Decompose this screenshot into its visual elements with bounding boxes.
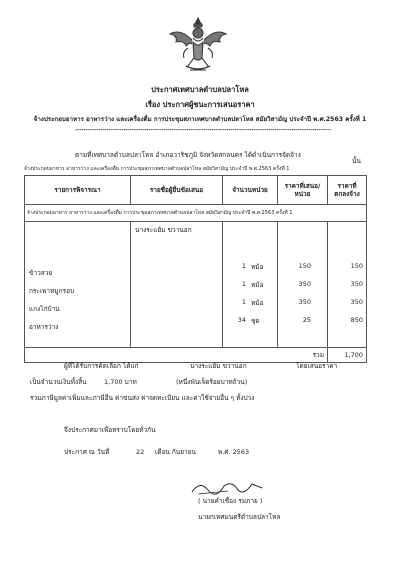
total-value: 1,700 [328,348,367,363]
announce-text: จึงประกาศมาเพื่อทราบโดยทั่วกัน [64,426,156,434]
item-agreed-price: 850 [350,316,363,324]
winner-lead: ผู้ที่ได้รับการคัดเลือก ได้แก่ [64,362,139,370]
document-heading: ประกาศเทศบาลตำบลปลาโหล [151,85,249,94]
item-qty: 1 [241,262,246,270]
agreed-header-line2: ตกลงจ้าง [334,190,360,198]
document-subject: จ้างประกอบอาหาร อาหารว่าง และเครื่องดื่ม การประชุมสภาเทศบาลตำบลปลาโหล สมัยวิสามัญ ประจำปี พ.ศ.2563 ครั้งที่ 1 [33,116,367,123]
bidder-cell [131,222,223,348]
total-label: รวม [25,348,328,363]
item-unit-price: 350 [298,280,311,288]
agreed-header-line1: ราคาที่ [337,182,357,190]
unit-price-header-line1: ราคาที่เสนอ/ [284,182,321,190]
date-day: 22 [136,448,145,456]
table-note-cell: จ้างประกอบอาหาร อาหารว่าง และเครื่องดื่ม การประชุมสภาเทศบาลตำบลปลาโหล สมัยวิสามัญ ประจำปี พ.ศ.2563 ครั้งที่ 1 [25,205,367,222]
unit-price-header-line2: หน่วย [294,190,311,198]
intro-text-end: นั้น [352,157,361,165]
item-name: อาหารว่าง [29,323,59,331]
handwritten-signature [188,476,268,498]
date-lead: ประกาศ ณ วันที่ [64,448,110,456]
divider-line: ************************************************************************************************************************** [74,129,332,134]
document-topic: เรื่อง ประกาศผู้ชนะการเสนอราคา [145,100,255,109]
table-note-row [25,205,367,222]
item-agreed-price: 150 [350,262,363,270]
items-cell [25,222,131,348]
table-row [25,222,367,348]
bid-results-table [24,175,367,363]
column-header-item: รายการพิจารณา [25,176,131,205]
column-header-unit-price [278,176,328,205]
winner-name: นางระแย้ม ขวานอก [190,362,247,370]
unit-price-cell [278,222,328,348]
item-unit-price: 25 [302,316,311,324]
column-header-quantity: จำนวนหน่วย [223,176,278,205]
item-qty: 34 [237,316,246,324]
winner-method: โดยเสนอราคา [296,362,338,370]
procurement-note: จ้างประกอบอาหาร อาหารว่าง และเครื่องดื่ม การประชุมสภาเทศบาลตำบลปลาโหล สมัยวิสามัญ ประจำปี พ.ศ.2563 ครั้งที่ 1 [24,166,290,172]
item-unit: หม้อ [251,263,264,271]
item-qty: 1 [241,298,246,306]
item-unit: ชุด [251,317,260,325]
item-unit-price: 150 [298,262,311,270]
item-qty: 1 [241,280,246,288]
item-agreed-price: 350 [350,298,363,306]
quantity-cell [223,222,278,348]
date-year: พ.ศ. 2563 [218,448,250,456]
item-unit: หม้อ [251,299,264,307]
garuda-emblem-icon [166,14,230,76]
signer-position: นายกเทศมนตรีตำบลปลาโหล [198,513,281,521]
item-name: กระเพาหมูกรอบ [29,287,75,295]
amount-lead: เป็นจำนวนเงินทั้งสิ้น [30,378,87,386]
bidder-name: นางระแย้ม ขวานอก [135,226,192,234]
item-unit: หม้อ [251,281,264,289]
item-unit-price: 350 [298,298,311,306]
column-header-agreed-price [328,176,367,205]
table-header-row [25,176,367,205]
tax-note: รวมภาษีมูลค่าเพิ่มและภาษีอื่น ค่าขนส่ง ค่าจดทะเบียน และค่าใช้จ่ายอื่น ๆ ทั้งปวง [30,394,255,402]
intro-text: ตามที่เทศบาลตำบลปลาโหล อำเภอวาริชภูมิ จังหวัดสกลนคร ได้ดำเนินการจัดจ้าง [75,151,301,159]
item-name: ข้าวสวย [29,269,53,277]
amount-value: 1,700 บาท [104,378,137,386]
amount-in-words: (หนึ่งพันเจ็ดร้อยบาทถ้วน) [176,378,248,386]
agreed-price-cell [328,222,367,348]
table-total-row [25,348,367,363]
date-month: เดือน กันยายน [155,448,196,456]
item-name: แกงไก่บ้าน [29,305,60,313]
signer-name: ( นายคำเชื่อง รมภาย ) [198,497,263,505]
column-header-bidder: รายชื่อผู้ยื่นข้อเสนอ [131,176,223,205]
item-agreed-price: 350 [350,280,363,288]
